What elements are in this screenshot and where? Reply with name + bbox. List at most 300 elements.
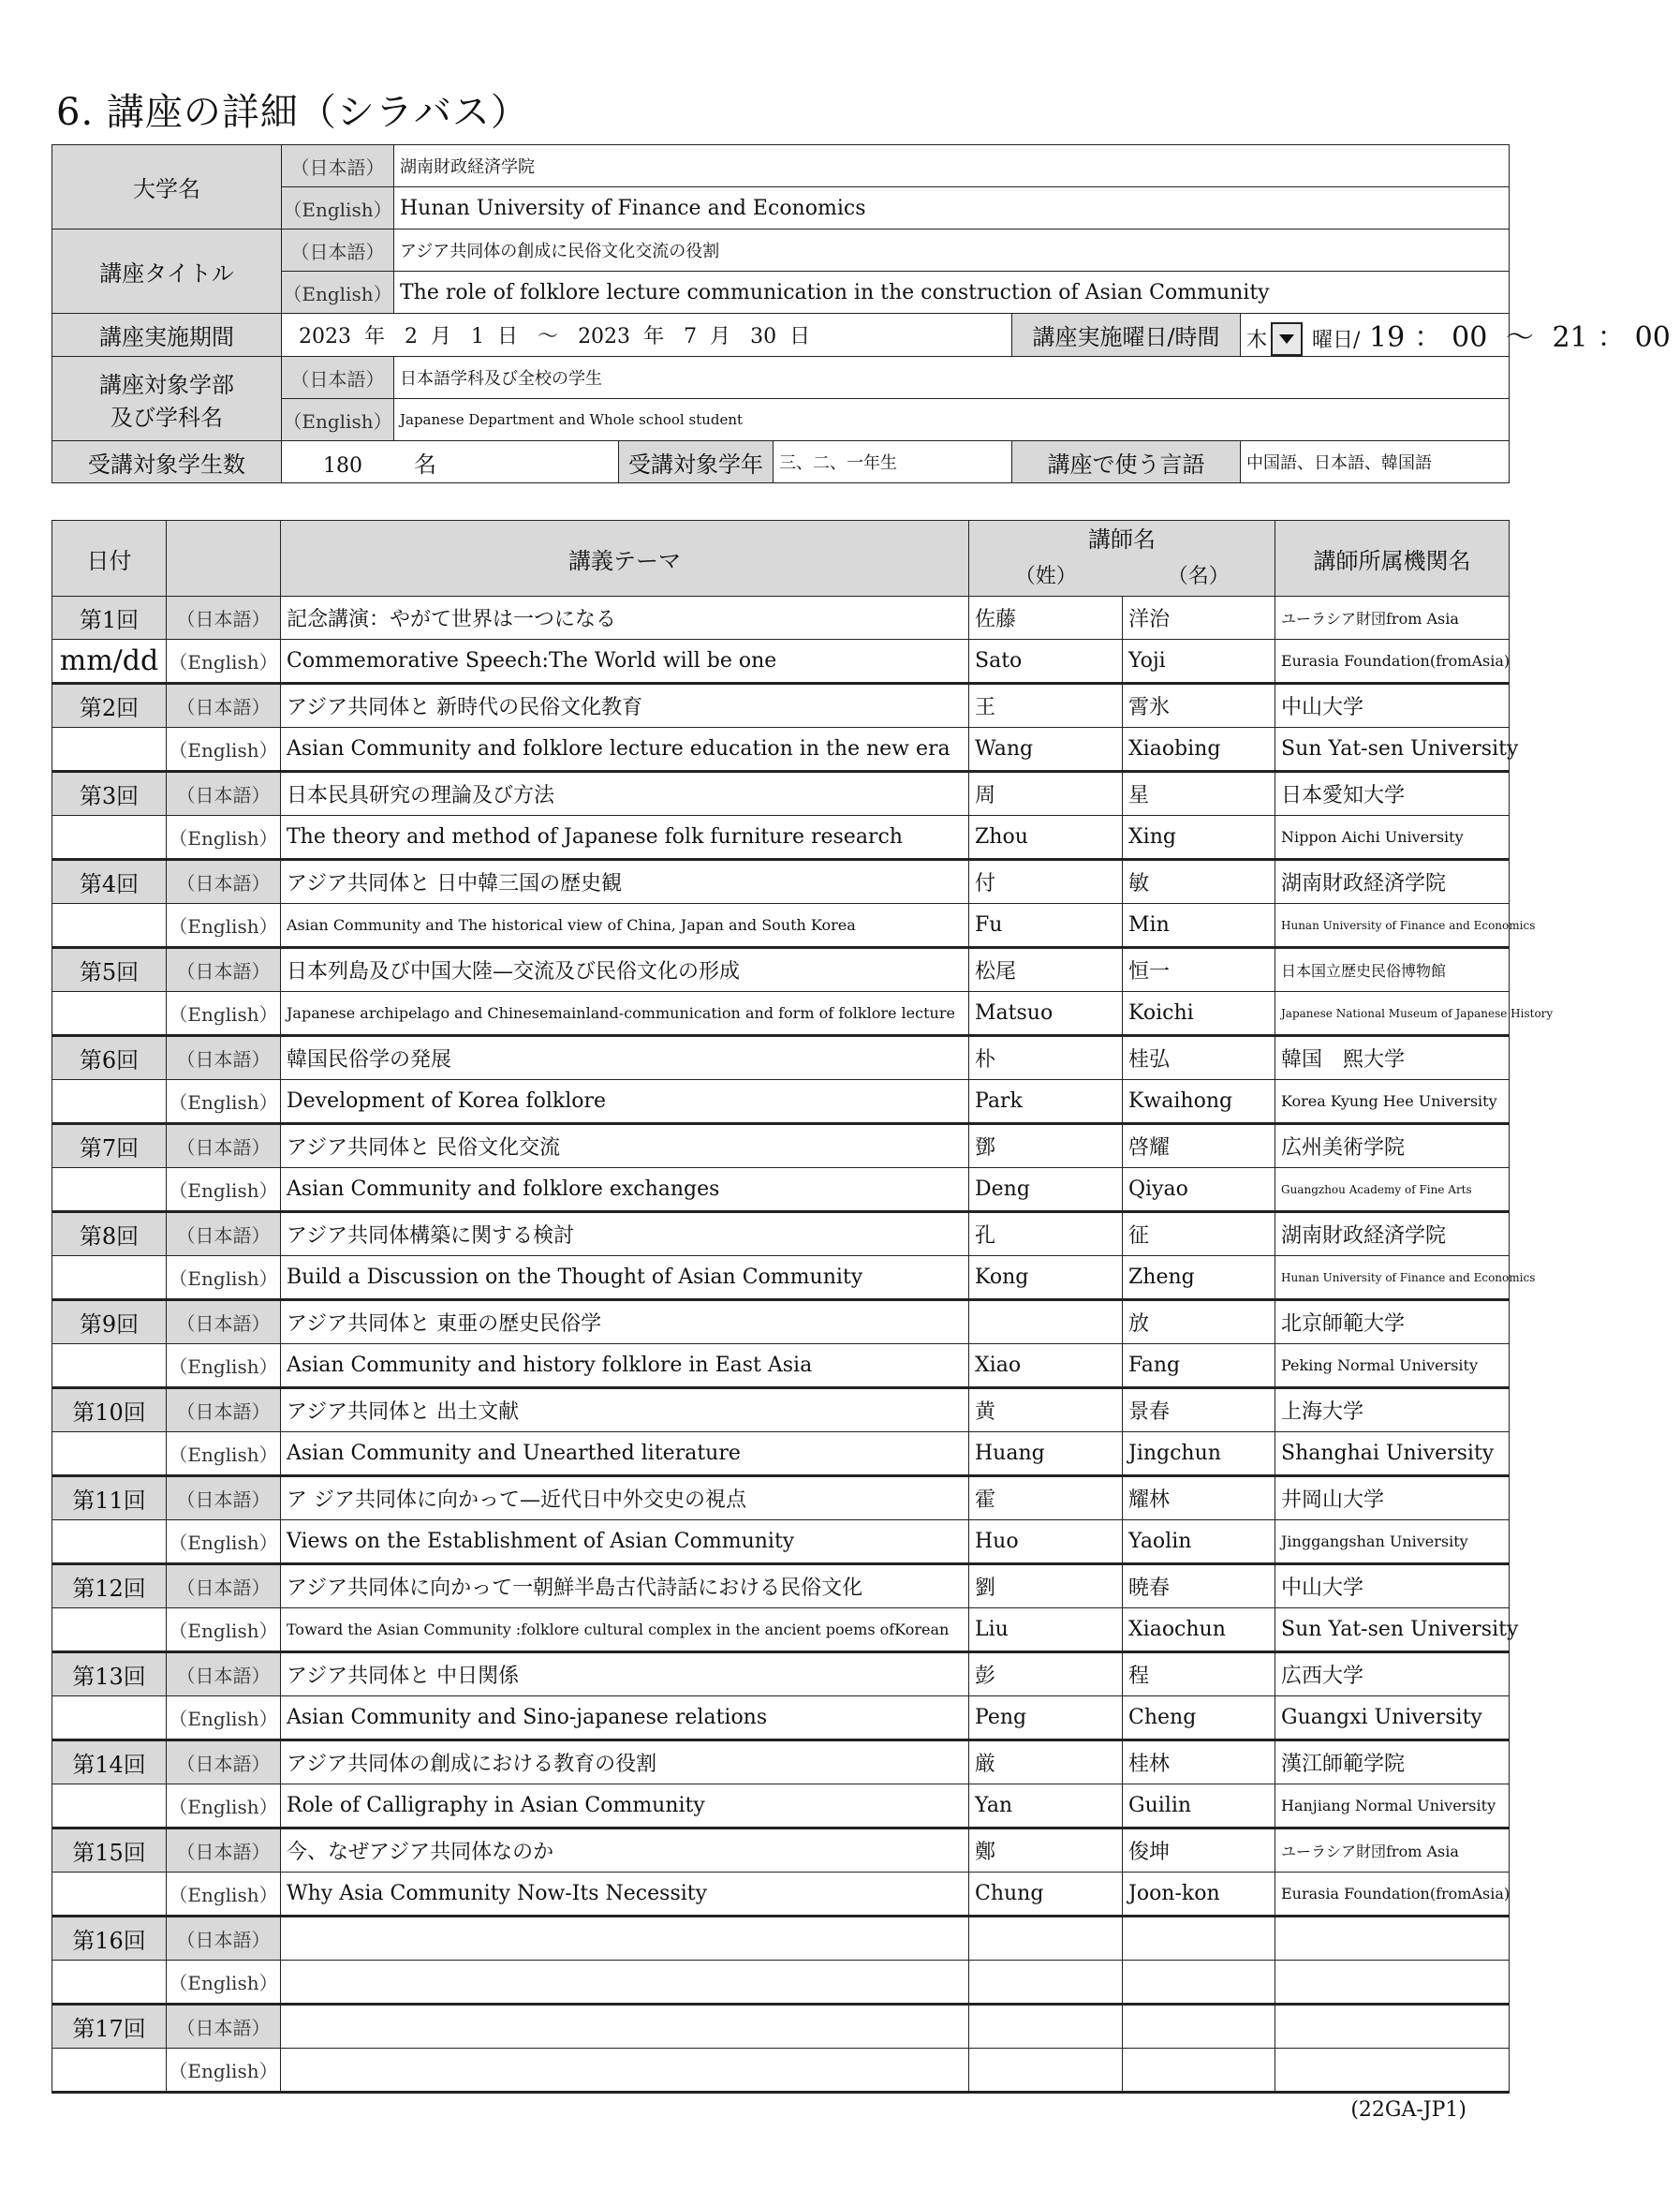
lecturer-affiliation-ja: 日本国立歴史民俗博物館 [1275, 948, 1510, 992]
lang-label-en: （English） [167, 1961, 281, 2005]
lecture-theme-ja [281, 2005, 969, 2049]
weekday-value: 木 [1246, 329, 1268, 352]
lecturer-surname-en: Chung [969, 1873, 1123, 1917]
day-unit: 日 [789, 325, 811, 348]
lecture-theme-ja: アジア共同体構築に関する検討 [281, 1212, 969, 1256]
lang-label-ja: （日本語） [167, 1828, 281, 1873]
period-tilde: ～ [538, 325, 559, 348]
lang-label-ja: （日本語） [167, 1300, 281, 1344]
lang-label-ja: （日本語） [167, 772, 281, 816]
lecture-number: 第6回 [52, 1036, 167, 1080]
lang-label-ja: （日本語） [282, 357, 394, 399]
lecturer-given-name-en [1123, 2049, 1275, 2093]
lecturer-given-name-ja: 放 [1123, 1300, 1275, 1344]
lecture-theme-ja: 韓国民俗学の発展 [281, 1036, 969, 1080]
month-unit: 月 [710, 325, 731, 348]
time-end-hour: 21 [1552, 321, 1588, 354]
date-header: 日付 [52, 521, 167, 597]
lecturer-given-name-ja: 桂弘 [1123, 1036, 1275, 1080]
theme-header: 講義テーマ [281, 521, 969, 597]
lecture-row-en [52, 904, 1510, 948]
lecturer-given-name-en: Kwaihong [1123, 1080, 1275, 1124]
month-unit: 月 [431, 325, 452, 348]
lecturer-given-name-en: Guilin [1123, 1784, 1275, 1828]
lecturer-given-name-ja: 恒一 [1123, 948, 1275, 992]
year-unit: 年 [364, 325, 386, 348]
lecturer-given-name-en: Xiaobing [1123, 728, 1275, 772]
lecture-date [52, 1608, 167, 1652]
lecturer-affiliation-en: Korea Kyung Hee University [1275, 1080, 1510, 1124]
page-title: 6. 講座の詳細（シラバス） [56, 91, 529, 134]
lecture-row-en [52, 1520, 1510, 1564]
lecturer-affiliation-ja: 韓国 熙大学 [1275, 1036, 1510, 1080]
end-year: 2023 [578, 325, 631, 348]
lecture-theme-ja: ア ジア共同体に向かって—近代日中外交史の視点 [281, 1476, 969, 1520]
course-period [282, 314, 1012, 357]
lang-label-ja: （日本語） [167, 1124, 281, 1168]
lecture-theme-ja: 今、なぜアジア共同体なのか [281, 1828, 969, 1873]
lecture-theme-ja: アジア共同体と 日中韓三国の歴史観 [281, 860, 969, 904]
lecturer-affiliation-en: Jinggangshan University [1275, 1520, 1510, 1564]
lecture-row-en [52, 1080, 1510, 1124]
lecturer-header: 講師名 [969, 521, 1275, 555]
lecture-number: 第4回 [52, 860, 167, 904]
lecturer-surname-ja: 佐藤 [969, 597, 1123, 640]
faculty-label-line1: 講座対象学部 [99, 371, 234, 398]
lecturer-affiliation-ja: 井岡山大学 [1275, 1476, 1510, 1520]
lang-label-en: （English） [167, 1256, 281, 1300]
time-start-minute: 00 [1452, 321, 1488, 354]
lecture-date [52, 904, 167, 948]
lecturer-affiliation-ja: ユーラシア財団from Asia [1275, 597, 1510, 640]
lecture-theme-en: Why Asia Community Now-Its Necessity [281, 1873, 969, 1917]
start-day: 1 [471, 325, 485, 348]
lecture-row-en [52, 1696, 1510, 1740]
lecture-row-ja [52, 597, 1510, 640]
lecturer-affiliation-en: Peking Normal University [1275, 1344, 1510, 1388]
lecturer-given-name-ja [1123, 1917, 1275, 1961]
target-year-label: 受講対象学年 [619, 441, 774, 483]
lang-label-ja: （日本語） [167, 1740, 281, 1784]
lecturer-surname-en: Park [969, 1080, 1123, 1124]
lecture-number: 第9回 [52, 1300, 167, 1344]
lecturer-given-name-en: Yaolin [1123, 1520, 1275, 1564]
lecture-row-ja [52, 1300, 1510, 1344]
lecturer-given-name-en: Xiaochun [1123, 1608, 1275, 1652]
lecture-theme-en: Toward the Asian Community :folklore cultural complex in the ancient poems ofKorean [281, 1608, 969, 1652]
lang-label-en: （English） [167, 728, 281, 772]
faculty-ja: 日本語学科及び全校の学生 [394, 357, 1510, 399]
lecture-theme-ja: アジア共同体と 中日関係 [281, 1652, 969, 1696]
lecturer-given-name-ja: 耀林 [1123, 1476, 1275, 1520]
lecture-number: 第17回 [52, 2005, 167, 2049]
lecturer-surname-ja: 彭 [969, 1652, 1123, 1696]
lecturer-given-name-ja: 霄氷 [1123, 684, 1275, 728]
lecturer-affiliation-ja: 上海大学 [1275, 1388, 1510, 1432]
lecturer-surname-en: Deng [969, 1168, 1123, 1212]
lecture-row-en [52, 1256, 1510, 1300]
lecturer-surname-en: Peng [969, 1696, 1123, 1740]
lecture-theme-en: Build a Discussion on the Thought of Asian Community [281, 1256, 969, 1300]
lecturer-surname-en: Huang [969, 1432, 1123, 1476]
lang-label-en: （English） [167, 1432, 281, 1476]
time-colon: ： [1597, 321, 1626, 354]
lang-label-en: （English） [167, 1168, 281, 1212]
lecture-row-ja [52, 1212, 1510, 1256]
lecturer-given-name-ja: 景春 [1123, 1388, 1275, 1432]
lecturer-surname-en [969, 1961, 1123, 2005]
lecturer-surname-ja: 王 [969, 684, 1123, 728]
lecturer-affiliation-ja: 湖南財政経済学院 [1275, 860, 1510, 904]
lecturer-surname-ja [969, 1917, 1123, 1961]
lecturer-surname-ja: 厳 [969, 1740, 1123, 1784]
lecturer-surname-ja: 孔 [969, 1212, 1123, 1256]
lecture-number: 第8回 [52, 1212, 167, 1256]
lang-label-ja: （日本語） [167, 1212, 281, 1256]
lecture-theme-ja: 記念講演：やがて世界は一つになる [281, 597, 969, 640]
lecture-date [52, 728, 167, 772]
lecture-row-ja [52, 860, 1510, 904]
lecturer-given-name-en: Xing [1123, 816, 1275, 860]
lecture-date [52, 1961, 167, 2005]
lecturer-given-name-ja [1123, 2005, 1275, 2049]
surname-header: （姓） [969, 554, 1123, 597]
given-name-header: （名） [1123, 554, 1275, 597]
course-title-ja: アジア共同体の創成に民俗文化交流の役割 [394, 229, 1510, 272]
end-month: 7 [684, 325, 698, 348]
lang-label-en: （English） [282, 272, 394, 314]
lecturer-affiliation-en: Hunan University of Finance and Economics [1275, 1256, 1510, 1300]
weekday-dropdown[interactable] [1271, 322, 1303, 356]
lecture-theme-ja: アジア共同体と 東亜の歴史民俗学 [281, 1300, 969, 1344]
lecturer-surname-ja: 松尾 [969, 948, 1123, 992]
lecturer-surname-ja: 朴 [969, 1036, 1123, 1080]
lecturer-given-name-ja: 暁春 [1123, 1564, 1275, 1608]
lecture-row-ja [52, 1828, 1510, 1873]
lang-label-ja: （日本語） [282, 229, 394, 272]
lecture-theme-en: Asian Community and history folklore in East Asia [281, 1344, 969, 1388]
lecture-number: 第11回 [52, 1476, 167, 1520]
lecture-theme-en [281, 2049, 969, 2093]
lang-header [167, 521, 281, 597]
lang-label-ja: （日本語） [167, 597, 281, 640]
lecturer-given-name-en: Koichi [1123, 992, 1275, 1036]
lang-label-en: （English） [282, 399, 394, 441]
lang-label-en: （English） [167, 1608, 281, 1652]
lecture-row-ja [52, 684, 1510, 728]
lecture-row-ja [52, 1917, 1510, 1961]
lecture-row-en [52, 640, 1510, 684]
weekday-suffix: 曜日/ [1312, 329, 1361, 352]
lecturer-affiliation-en: Sun Yat-sen University [1275, 1608, 1510, 1652]
lecturer-surname-ja [969, 2005, 1123, 2049]
course-title-label: 講座タイトル [52, 229, 282, 314]
lecture-theme-en: The theory and method of Japanese folk furniture research [281, 816, 969, 860]
time-colon: ： [1414, 321, 1443, 354]
lecturer-surname-ja: 鄧 [969, 1124, 1123, 1168]
lecture-theme-en [281, 1961, 969, 2005]
period-label: 講座実施期間 [52, 314, 282, 357]
lecturer-given-name-ja: 程 [1123, 1652, 1275, 1696]
lecture-number: 第5回 [52, 948, 167, 992]
lecture-theme-ja: 日本民具研究の理論及び方法 [281, 772, 969, 816]
faculty-label [52, 357, 282, 441]
target-year: 三、二、一年生 [774, 441, 1012, 483]
start-month: 2 [405, 325, 419, 348]
lang-label-ja: （日本語） [167, 948, 281, 992]
lecturer-surname-en: Liu [969, 1608, 1123, 1652]
lecturer-given-name-en: Qiyao [1123, 1168, 1275, 1212]
course-title-en: The role of folklore lecture communication in the construction of Asian Community [394, 272, 1510, 314]
lecturer-affiliation-en: Guangzhou Academy of Fine Arts [1275, 1168, 1510, 1212]
student-count-value: 180 [323, 453, 362, 478]
start-year: 2023 [299, 325, 351, 348]
lecturer-given-name-en: Min [1123, 904, 1275, 948]
lecturer-surname-en [969, 2049, 1123, 2093]
lecturer-affiliation-en: Shanghai University [1275, 1432, 1510, 1476]
lecture-schedule-table [52, 520, 1554, 2094]
lecturer-surname-ja [969, 1300, 1123, 1344]
lang-label-en: （English） [167, 1080, 281, 1124]
lecture-rows [52, 597, 1554, 2093]
lecture-date [52, 1873, 167, 1917]
lecture-date [52, 992, 167, 1036]
lecture-theme-en: Asian Community and folklore lecture education in the new era [281, 728, 969, 772]
affiliation-header: 講師所属機関名 [1275, 521, 1510, 597]
lecture-row-en [52, 2049, 1510, 2093]
lecturer-given-name-en: Joon-kon [1123, 1873, 1275, 1917]
lecturer-surname-en: Zhou [969, 816, 1123, 860]
lecture-row-ja [52, 772, 1510, 816]
lecture-number: 第2回 [52, 684, 167, 728]
lecturer-given-name-ja: 俊坤 [1123, 1828, 1275, 1873]
lecture-theme-en: Japanese archipelago and Chinesemainland-communication and form of folklore lecture [281, 992, 969, 1036]
lecture-theme-ja: 日本列島及び中国大陸—交流及び民俗文化の形成 [281, 948, 969, 992]
lecturer-given-name-ja: 桂林 [1123, 1740, 1275, 1784]
lecture-row-en [52, 1432, 1510, 1476]
lecturer-given-name-ja: 征 [1123, 1212, 1275, 1256]
lecturer-surname-en: Xiao [969, 1344, 1123, 1388]
lecturer-given-name-en: Yoji [1123, 640, 1275, 684]
lecturer-surname-ja: 劉 [969, 1564, 1123, 1608]
course-info-table [52, 144, 1671, 483]
lecturer-affiliation-ja: 日本愛知大学 [1275, 772, 1510, 816]
lecture-theme-en: Asian Community and folklore exchanges [281, 1168, 969, 1212]
lecturer-affiliation-en: Hanjiang Normal University [1275, 1784, 1510, 1828]
university-ja: 湖南財政経済学院 [394, 145, 1510, 187]
lecturer-affiliation-ja: 広州美術学院 [1275, 1124, 1510, 1168]
lecture-theme-ja [281, 1917, 969, 1961]
lecture-number: 第10回 [52, 1388, 167, 1432]
lang-label-ja: （日本語） [167, 1388, 281, 1432]
lecture-theme-en: Role of Calligraphy in Asian Community [281, 1784, 969, 1828]
university-label: 大学名 [52, 145, 282, 229]
lang-label-ja: （日本語） [167, 1564, 281, 1608]
lecture-theme-en: Asian Community and Unearthed literature [281, 1432, 969, 1476]
lecture-theme-ja: アジア共同体に向かって一朝鮮半島古代詩話における民俗文化 [281, 1564, 969, 1608]
lecture-date [52, 1520, 167, 1564]
lang-label-ja: （日本語） [167, 684, 281, 728]
lecturer-affiliation-ja: 北京師範大学 [1275, 1300, 1510, 1344]
faculty-en: Japanese Department and Whole school student [394, 399, 1510, 441]
lecture-row-ja [52, 1564, 1510, 1608]
lang-label-en: （English） [167, 1696, 281, 1740]
lecturer-affiliation-ja [1275, 1917, 1510, 1961]
lecture-number: 第3回 [52, 772, 167, 816]
lecturer-affiliation-ja: 漢江師範学院 [1275, 1740, 1510, 1784]
lecture-row-en [52, 1608, 1510, 1652]
lecturer-surname-ja: 霍 [969, 1476, 1123, 1520]
lecturer-affiliation-ja: 湖南財政経済学院 [1275, 1212, 1510, 1256]
lecturer-surname-en: Yan [969, 1784, 1123, 1828]
lecture-theme-ja: アジア共同体と 新時代の民俗文化教育 [281, 684, 969, 728]
lang-label-ja: （日本語） [167, 1652, 281, 1696]
lang-label-en: （English） [167, 1784, 281, 1828]
lecture-date [52, 1168, 167, 1212]
lang-label-en: （English） [282, 187, 394, 229]
lecture-number: 第14回 [52, 1740, 167, 1784]
lecture-row-ja [52, 1388, 1510, 1432]
lecture-number: 第15回 [52, 1828, 167, 1873]
lecture-row-en [52, 1784, 1510, 1828]
lecturer-affiliation-en [1275, 1961, 1510, 2005]
lecturer-surname-en: Huo [969, 1520, 1123, 1564]
lecturer-affiliation-ja: 広西大学 [1275, 1652, 1510, 1696]
lecture-date [52, 1696, 167, 1740]
lecturer-given-name-ja: 星 [1123, 772, 1275, 816]
lecture-theme-en: Development of Korea folklore [281, 1080, 969, 1124]
student-count [282, 441, 619, 483]
lang-label-en: （English） [167, 1344, 281, 1388]
lecture-theme-en: Asian Community and Sino-japanese relations [281, 1696, 969, 1740]
lecture-row-en [52, 1344, 1510, 1388]
lecturer-affiliation-ja: ユーラシア財団from Asia [1275, 1828, 1510, 1873]
lang-label-en: （English） [167, 1520, 281, 1564]
lecturer-given-name-en: Fang [1123, 1344, 1275, 1388]
lecturer-given-name-ja: 洋治 [1123, 597, 1275, 640]
time-tilde: ～ [1505, 321, 1534, 354]
lecture-date: mm/dd [52, 640, 167, 684]
lecturer-affiliation-en: Hunan University of Finance and Economics [1275, 904, 1510, 948]
lecturer-affiliation-en: Guangxi University [1275, 1696, 1510, 1740]
lecture-date [52, 1256, 167, 1300]
lang-label-ja: （日本語） [282, 145, 394, 187]
lecture-date [52, 816, 167, 860]
lecture-row-ja [52, 948, 1510, 992]
lecturer-surname-en: Wang [969, 728, 1123, 772]
lecture-date [52, 1432, 167, 1476]
lecturer-surname-en: Kong [969, 1256, 1123, 1300]
lecture-row-ja [52, 1124, 1510, 1168]
lecture-row-en [52, 728, 1510, 772]
lecture-row-en [52, 992, 1510, 1036]
lecturer-affiliation-ja: 中山大学 [1275, 1564, 1510, 1608]
lecture-row-ja [52, 2005, 1510, 2049]
weekday-time-label: 講座実施曜日/時間 [1012, 314, 1241, 357]
lang-label-ja: （日本語） [167, 2005, 281, 2049]
lecturer-surname-ja: 黄 [969, 1388, 1123, 1432]
languages: 中国語、日本語、韓国語 [1241, 441, 1510, 483]
lecturer-surname-ja: 周 [969, 772, 1123, 816]
time-end-minute: 00 [1634, 321, 1671, 354]
lecture-row-en [52, 1873, 1510, 1917]
faculty-label-line2: 及び学科名 [111, 404, 223, 431]
university-en: Hunan University of Finance and Economics [394, 187, 1510, 229]
lecture-number: 第7回 [52, 1124, 167, 1168]
footer-code: (22GA-JP1) [1350, 2098, 1466, 2122]
lecture-number: 第12回 [52, 1564, 167, 1608]
lecturer-surname-en: Matsuo [969, 992, 1123, 1036]
lecturer-affiliation-en: Sun Yat-sen University [1275, 728, 1510, 772]
lecturer-affiliation-en: Eurasia Foundation(fromAsia) [1275, 640, 1510, 684]
lecturer-given-name-en: Cheng [1123, 1696, 1275, 1740]
language-label: 講座で使う言語 [1012, 441, 1241, 483]
lecturer-given-name-ja: 敏 [1123, 860, 1275, 904]
lecture-row-en [52, 1961, 1510, 2005]
lecturer-affiliation-en [1275, 2049, 1510, 2093]
lecture-row-ja [52, 1740, 1510, 1784]
lang-label-ja: （日本語） [167, 1036, 281, 1080]
lecture-theme-ja: アジア共同体と 出土文献 [281, 1388, 969, 1432]
lecturer-affiliation-ja [1275, 2005, 1510, 2049]
day-unit: 日 [497, 325, 519, 348]
lecturer-surname-ja: 鄭 [969, 1828, 1123, 1873]
lecturer-surname-ja: 付 [969, 860, 1123, 904]
lecturer-affiliation-en: Nippon Aichi University [1275, 816, 1510, 860]
year-unit: 年 [643, 325, 665, 348]
lecture-date [52, 2049, 167, 2093]
lecture-row-ja [52, 1036, 1510, 1080]
lecture-date [52, 1344, 167, 1388]
lecture-theme-en: Asian Community and The historical view of China, Japan and South Korea [281, 904, 969, 948]
lang-label-en: （English） [167, 2049, 281, 2093]
lecturer-affiliation-ja: 中山大学 [1275, 684, 1510, 728]
lecture-row-en [52, 816, 1510, 860]
time-start-hour: 19 [1368, 321, 1406, 354]
lang-label-ja: （日本語） [167, 860, 281, 904]
lecture-theme-ja: アジア共同体と 民俗文化交流 [281, 1124, 969, 1168]
lecturer-given-name-en: Zheng [1123, 1256, 1275, 1300]
lang-label-ja: （日本語） [167, 1917, 281, 1961]
lecture-number: 第1回 [52, 597, 167, 640]
lecture-number: 第16回 [52, 1917, 167, 1961]
lecturer-given-name-en: Jingchun [1123, 1432, 1275, 1476]
lang-label-en: （English） [167, 816, 281, 860]
weekday-time [1241, 314, 1671, 357]
lang-label-en: （English） [167, 1873, 281, 1917]
students-label: 受講対象学生数 [52, 441, 282, 483]
lecturer-given-name-en [1123, 1961, 1275, 2005]
lang-label-en: （English） [167, 992, 281, 1036]
lang-label-ja: （日本語） [167, 1476, 281, 1520]
lecture-number: 第13回 [52, 1652, 167, 1696]
student-count-unit: 名 [414, 451, 436, 478]
lecture-theme-en: Commemorative Speech:The World will be one [281, 640, 969, 684]
lang-label-en: （English） [167, 904, 281, 948]
lecture-date [52, 1784, 167, 1828]
lecture-row-ja [52, 1652, 1510, 1696]
lecturer-given-name-ja: 啓耀 [1123, 1124, 1275, 1168]
end-day: 30 [750, 325, 777, 348]
lecturer-affiliation-en: Eurasia Foundation(fromAsia) [1275, 1873, 1510, 1917]
lecturer-surname-en: Fu [969, 904, 1123, 948]
lecture-row-ja [52, 1476, 1510, 1520]
lecture-theme-ja: アジア共同体の創成における教育の役割 [281, 1740, 969, 1784]
lecture-row-en [52, 1168, 1510, 1212]
lecture-date [52, 1080, 167, 1124]
lecture-theme-en: Views on the Establishment of Asian Community [281, 1520, 969, 1564]
lecturer-affiliation-en: Japanese National Museum of Japanese History [1275, 992, 1510, 1036]
